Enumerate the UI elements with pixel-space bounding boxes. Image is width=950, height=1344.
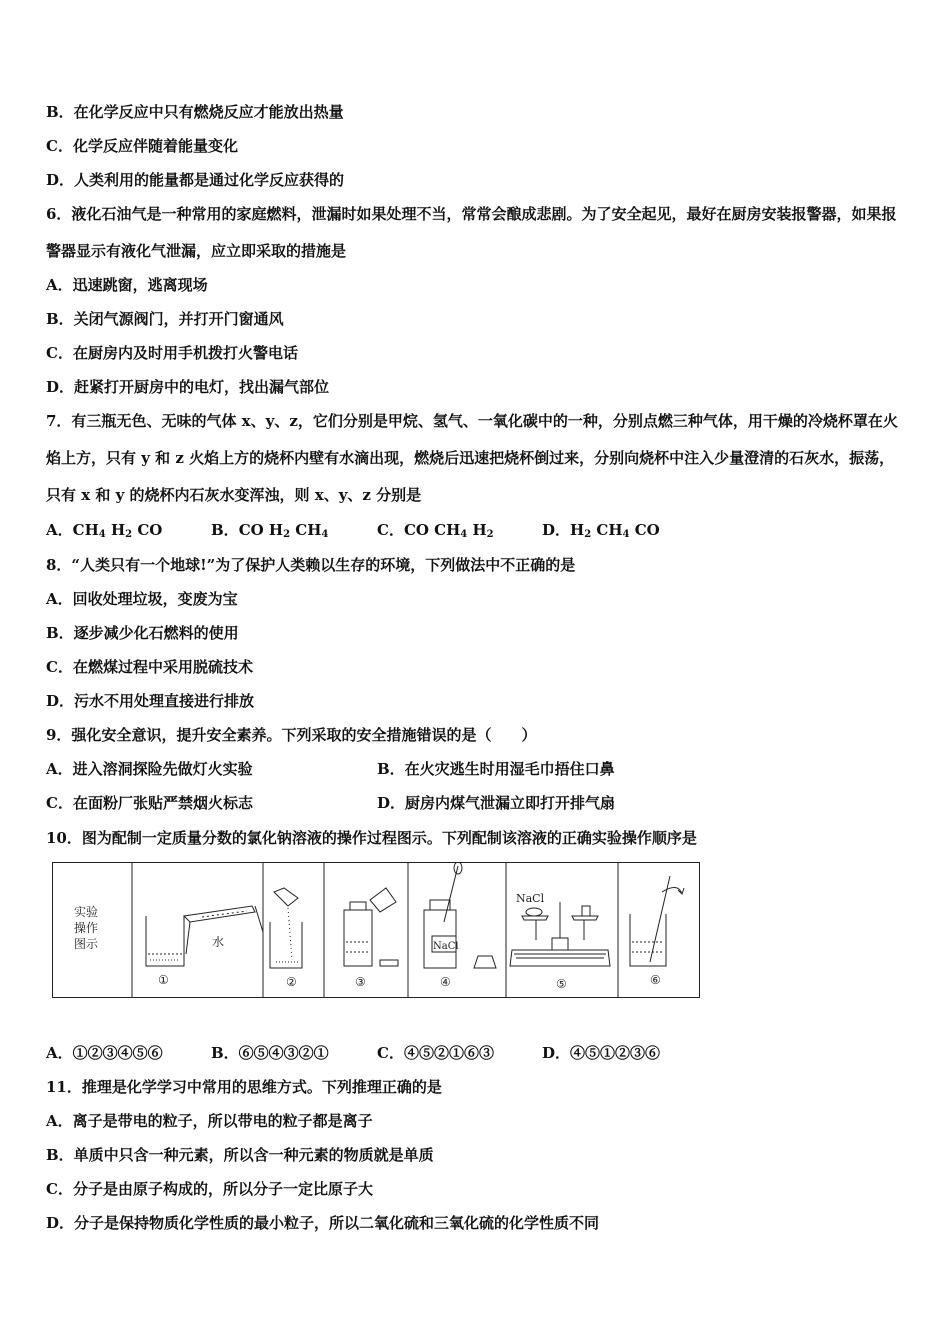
panel-number: ① — [158, 973, 169, 987]
q9-option-d: D．厨房内煤气泄漏立即打开排气扇 — [377, 794, 616, 812]
q6-option-d: D．赶紧打开厨房中的电灯，找出漏气部位 — [46, 378, 330, 396]
q8-option-a: A．回收处理垃圾，变废为宝 — [46, 590, 238, 608]
q10-option-b: B．⑥⑤④③②① — [211, 1044, 329, 1062]
water-label: 水 — [212, 935, 225, 949]
q5-option-d: D．人类利用的能量都是通过化学反应获得的 — [46, 171, 345, 189]
nacl-bottle-label: NaCl — [433, 941, 459, 952]
q11-option-d: D．分子是保持物质化学性质的最小粒子，所以二氧化硫和三氧化硫的化学性质不同 — [46, 1214, 600, 1232]
figure-caption-line: 图示 — [74, 937, 99, 951]
q8-option-c: C．在燃煤过程中采用脱硫技术 — [46, 658, 253, 676]
q9-stem: 9．强化安全意识，提升安全素养。下列采取的安全措施错误的是（ ） — [46, 726, 537, 744]
q10-option-c: C．④⑤②①⑥③ — [377, 1044, 494, 1062]
q7-option-b: B．CO $H_2$ $CH_4$ — [211, 521, 329, 540]
q5-option-c: C．化学反应伴随着能量变化 — [46, 137, 238, 155]
q7-option-a: A．$CH_4$ $H_2$ CO — [46, 521, 163, 540]
q6-stem: 6．液化石油气是一种常用的家庭燃料，泄漏时如果处理不当，常常会酿成悲剧。为了安全起见，最好在厨房安装报警器，如果报警器显示有液化气泄漏，应立即采取的措施是 — [46, 205, 897, 260]
q6-option-c: C．在厨房内及时用手机拨打火警电话 — [46, 344, 298, 362]
figure-caption-line: 实验 — [74, 905, 99, 919]
figure-frame — [53, 863, 700, 998]
q10-stem: 10．图为配制一定质量分数的氯化钠溶液的操作过程图示。下列配制该溶液的正确实验操作顺序是 — [46, 829, 697, 847]
q9-option-b: B．在火灾逃生时用湿毛巾捂住口鼻 — [377, 760, 615, 778]
experiment-procedure-figure — [52, 862, 700, 998]
q10-option-d: D．④⑤①②③⑥ — [542, 1044, 661, 1062]
q11-option-c: C．分子是由原子构成的，所以分子一定比原子大 — [46, 1180, 373, 1198]
q7-option-c: C．CO $CH_4$ $H_2$ — [377, 521, 494, 540]
q10-option-a: A．①②③④⑤⑥ — [46, 1044, 163, 1062]
q6-option-b: B．关闭气源阀门，并打开门窗通风 — [46, 310, 284, 328]
panel-number: ③ — [355, 975, 366, 989]
panel-number: ⑤ — [556, 977, 567, 991]
q6-option-a: A．迅速跳窗，逃离现场 — [46, 276, 208, 294]
q8-option-b: B．逐步减少化石燃料的使用 — [46, 624, 239, 642]
q7-option-d: D．$H_2$ $CH_4$ CO — [542, 521, 660, 540]
q11-option-b: B．单质中只含一种元素，所以含一种元素的物质就是单质 — [46, 1146, 434, 1164]
q8-option-d: D．污水不用处理直接进行排放 — [46, 692, 255, 710]
panel-number: ⑥ — [650, 973, 661, 987]
q11-option-a: A．离子是带电的粒子，所以带电的粒子都是离子 — [46, 1112, 373, 1130]
q7-stem: 7．有三瓶无色、无味的气体 x、y、z，它们分别是甲烷、氢气、一氧化碳中的一种，分别点燃三种气体，用干燥的冷烧杯罩在火焰上方，只有 y 和 z 火焰上方的烧杯内壁有水滴出现，燃烧后迅速把烧杯倒过来，分别向烧杯中注入少量澄清的石灰水，振荡，只有 x 和 y 的烧杯内石灰水变浑浊，则 x、y、z 分别是 — [46, 412, 898, 504]
q9-option-c: C．在面粉厂张贴严禁烟火标志 — [46, 794, 253, 812]
panel-number: ④ — [440, 975, 451, 989]
q8-stem: 8．“人类只有一个地球!”为了保护人类赖以生存的环境，下列做法中不正确的是 — [46, 556, 576, 574]
nacl-weigh-label: NaCl — [516, 892, 545, 905]
q9-option-a: A．进入溶洞探险先做灯火实验 — [46, 760, 253, 778]
q11-stem: 11．推理是化学学习中常用的思维方式。下列推理正确的是 — [46, 1078, 442, 1096]
q5-option-b: B．在化学反应中只有燃烧反应才能放出热量 — [46, 103, 344, 121]
figure-caption-line: 操作 — [74, 921, 99, 935]
panel-number: ② — [286, 975, 297, 989]
